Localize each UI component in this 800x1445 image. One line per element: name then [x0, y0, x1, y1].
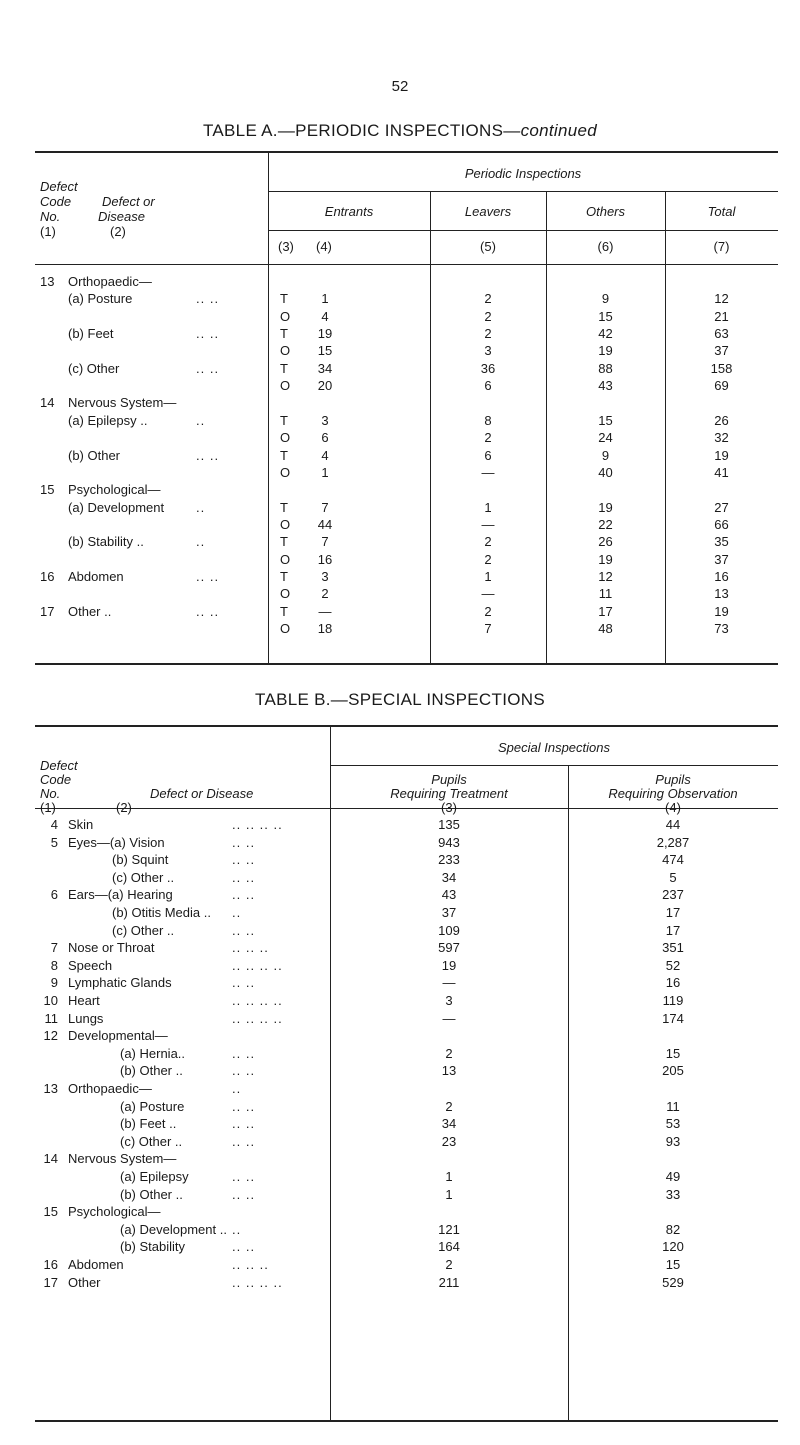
row-type: O: [280, 343, 291, 359]
row-treatment: 43: [441, 887, 457, 903]
row-label: Abdomen: [68, 568, 124, 584]
row-treatment: 121: [438, 1221, 460, 1237]
row-label: Psychological—: [68, 1204, 161, 1220]
row-dots: .. ..: [196, 447, 220, 463]
row-observation: 49: [665, 1169, 681, 1184]
row-total: 73: [714, 621, 729, 636]
row-others: 42: [598, 326, 613, 342]
row-entrants: 4: [321, 308, 329, 324]
table-a-title-main: TABLE A.—PERIODIC INSPECTIONS—: [202, 121, 521, 140]
row-total: 16: [714, 568, 729, 584]
row-type: O: [280, 430, 291, 446]
row-total: 27: [714, 499, 729, 515]
row-treatment: 233: [438, 852, 460, 868]
row-dots: .. ..: [232, 1045, 256, 1061]
row-dots: .. .. .. ..: [232, 957, 283, 973]
row-label: Orthopaedic—: [68, 274, 152, 289]
row-label: (c) Other: [68, 360, 120, 376]
row-observation: 2,287: [656, 834, 690, 850]
row-entrants: 16: [317, 551, 333, 567]
table-a-head-n5: (5): [480, 239, 496, 254]
row-dots: .. ..: [232, 1186, 256, 1202]
table-a-head-n7: (7): [713, 239, 730, 254]
row-treatment: 2: [445, 1257, 453, 1272]
row-treatment: 109: [438, 922, 460, 938]
row-code: 16: [43, 1257, 58, 1272]
row-code: 9: [50, 975, 58, 991]
row-label: (a) Epilepsy: [120, 1169, 189, 1184]
row-treatment: 23: [441, 1133, 457, 1149]
row-code: 8: [50, 957, 58, 973]
row-type: T: [280, 603, 288, 619]
row-code: 15: [43, 1204, 58, 1220]
table-b-head-group: Special Inspections: [497, 740, 610, 755]
table-a-head-no: No.: [40, 209, 61, 224]
row-treatment: 2: [445, 1098, 453, 1114]
row-total: 69: [714, 378, 729, 394]
row-entrants: 34: [317, 360, 333, 376]
row-label: Nose or Throat: [68, 940, 155, 956]
row-total: 66: [714, 516, 729, 532]
table-a-head-code: Code: [40, 194, 72, 209]
table-a-head-defect: Defect: [40, 179, 78, 194]
row-dots: .. ..: [232, 1116, 256, 1132]
row-code: 4: [50, 817, 58, 832]
row-entrants: 20: [317, 378, 333, 394]
row-leavers: 3: [484, 343, 492, 359]
row-leavers: 1: [484, 568, 492, 584]
row-label: Psychological—: [68, 482, 161, 498]
row-label: (b) Otitis Media ..: [112, 905, 211, 920]
table-b-head-defect-or-disease: Defect or Disease: [150, 786, 254, 801]
row-code: 17: [40, 603, 55, 619]
row-leavers: 2: [484, 534, 492, 550]
row-dots: .. ..: [196, 360, 220, 376]
row-entrants: 2: [321, 586, 329, 602]
row-entrants: 19: [317, 326, 333, 342]
row-label: (a) Posture: [68, 291, 133, 307]
row-entrants: 4: [321, 447, 329, 463]
table-a-head-group: Periodic Inspections: [464, 166, 582, 181]
row-label: (a) Development: [68, 499, 165, 515]
row-others: 19: [598, 499, 613, 515]
table-a-head-n6: (6): [597, 239, 614, 254]
row-label: (c) Other ..: [120, 1133, 183, 1149]
row-observation: 11: [666, 1098, 680, 1114]
row-leavers: 2: [484, 326, 492, 342]
row-code: 13: [43, 1081, 58, 1096]
row-entrants: 15: [317, 343, 333, 359]
row-dots: ..: [232, 1081, 242, 1096]
table-a-head-disease: Disease: [98, 209, 145, 224]
row-observation: 44: [665, 817, 681, 832]
row-leavers: 6: [484, 447, 492, 463]
row-dots: .. ..: [232, 1169, 256, 1184]
row-leavers: 7: [484, 621, 492, 636]
row-type: T: [280, 412, 288, 428]
row-others: 11: [598, 586, 613, 602]
row-others: 43: [598, 378, 613, 394]
row-leavers: 2: [484, 603, 492, 619]
row-total: 41: [714, 464, 729, 480]
row-dots: .. ..: [196, 568, 220, 584]
row-label: (b) Stability: [120, 1239, 186, 1255]
row-label: (b) Other ..: [120, 1063, 183, 1079]
row-treatment: 135: [438, 817, 460, 832]
row-entrants: —: [318, 603, 332, 619]
row-dots: .. .. ..: [232, 940, 269, 956]
table-b-group-rule: [330, 765, 778, 766]
row-dots: .. ..: [232, 1063, 256, 1079]
row-label: (a) Development ..: [120, 1221, 227, 1237]
row-others: 19: [598, 551, 613, 567]
table-b-head-pupils-b: Pupils: [655, 772, 691, 787]
row-observation: 529: [662, 1274, 684, 1290]
row-label: Abdomen: [68, 1257, 124, 1272]
row-observation: 53: [665, 1116, 681, 1132]
row-type: T: [280, 326, 288, 342]
row-entrants: 18: [317, 621, 333, 636]
row-dots: ..: [196, 499, 206, 515]
row-observation: 120: [662, 1239, 684, 1255]
row-dots: .. ..: [196, 603, 220, 619]
row-label: (a) Hernia..: [120, 1045, 186, 1061]
row-code: 12: [43, 1028, 58, 1044]
table-a-head-rule: [35, 264, 778, 265]
row-leavers: 8: [484, 412, 492, 428]
row-leavers: 6: [484, 378, 492, 394]
row-others: 48: [598, 621, 613, 636]
row-type: O: [280, 586, 291, 602]
table-b-bottom-rule: [35, 1420, 778, 1422]
row-others: 12: [598, 568, 613, 584]
row-label: (b) Other: [68, 447, 121, 463]
row-treatment: 19: [441, 957, 457, 973]
table-b-head-n1: (1): [40, 800, 56, 815]
row-others: 15: [598, 412, 613, 428]
row-dots: .. ..: [232, 852, 256, 868]
row-total: 21: [714, 308, 729, 324]
row-observation: 351: [662, 940, 684, 956]
row-treatment: 37: [441, 905, 457, 920]
row-type: O: [280, 551, 291, 567]
row-others: 40: [598, 464, 613, 480]
table-a-top-rule: [35, 151, 778, 153]
table-a-bottom-rule: [35, 663, 778, 665]
row-type: T: [280, 291, 288, 307]
row-entrants: 3: [321, 412, 329, 428]
table-a-head-n1: (1): [40, 224, 56, 239]
table-b-head-code: Code: [40, 772, 72, 787]
row-leavers: 2: [484, 291, 492, 307]
row-total: 19: [714, 603, 729, 619]
row-code: 5: [50, 834, 58, 850]
row-observation: 93: [665, 1133, 681, 1149]
row-label: Nervous System—: [68, 395, 177, 411]
row-entrants: 3: [321, 568, 329, 584]
row-treatment: 164: [438, 1239, 460, 1255]
row-leavers: —: [481, 586, 495, 602]
row-leavers: 2: [484, 430, 492, 446]
row-code: 11: [44, 1010, 58, 1026]
row-entrants: 44: [317, 516, 333, 532]
row-type: T: [280, 534, 288, 550]
table-a-head-defect-or: Defect or: [102, 194, 155, 209]
table-a-title: [0, 121, 800, 141]
row-code: 7: [50, 940, 58, 956]
row-observation: 17: [665, 905, 681, 920]
row-label: Lungs: [68, 1010, 104, 1026]
row-label: (b) Squint: [112, 852, 169, 868]
row-total: 35: [714, 534, 729, 550]
row-label: Other ..: [68, 603, 112, 619]
row-total: 32: [714, 430, 729, 446]
row-dots: .. .. .. ..: [232, 1274, 283, 1290]
row-others: 19: [598, 343, 613, 359]
row-entrants: 1: [321, 291, 329, 307]
row-observation: 52: [665, 957, 681, 973]
row-total: 37: [714, 343, 729, 359]
row-label: (b) Feet: [68, 326, 114, 342]
row-entrants: 7: [321, 499, 329, 515]
row-dots: .. ..: [232, 1239, 256, 1255]
row-observation: 237: [662, 887, 684, 903]
table-a-head-others: Others: [585, 204, 625, 219]
row-label: Heart: [68, 993, 100, 1008]
row-total: 12: [714, 291, 729, 307]
table-b-head-n2: (2): [116, 800, 132, 815]
row-dots: .. ..: [196, 291, 220, 307]
row-leavers: 36: [480, 360, 496, 376]
table-b-title: TABLE B.—SPECIAL INSPECTIONS: [255, 690, 545, 709]
row-treatment: 34: [441, 1116, 457, 1132]
row-dots: .. ..: [232, 1133, 256, 1149]
row-observation: 16: [665, 975, 681, 991]
table-b-head-defect: Defect: [40, 758, 78, 773]
row-observation: 205: [662, 1063, 684, 1079]
row-label: Orthopaedic—: [68, 1081, 152, 1096]
row-entrants: 7: [321, 534, 329, 550]
row-label: (c) Other ..: [112, 869, 175, 885]
row-label: Nervous System—: [68, 1151, 177, 1167]
table-b-head-n3: (3): [441, 800, 457, 815]
row-others: 24: [598, 430, 613, 446]
row-entrants: 6: [321, 430, 329, 446]
page-number: 52: [391, 78, 409, 95]
row-label: (b) Other ..: [120, 1186, 183, 1202]
row-label: Lymphatic Glands: [68, 975, 172, 991]
row-type: O: [280, 308, 291, 324]
row-dots: .. .. ..: [232, 1257, 269, 1272]
table-a-head-total: Total: [707, 204, 736, 219]
table-b-head-no: No.: [40, 786, 61, 801]
table-b-head-req-treat: Requiring Treatment: [390, 786, 508, 801]
row-others: 9: [601, 447, 610, 463]
row-label: (a) Posture: [120, 1098, 185, 1114]
row-others: 9: [601, 291, 610, 307]
row-dots: .. .. .. ..: [232, 993, 283, 1008]
row-dots: .. ..: [232, 922, 256, 938]
row-type: T: [280, 568, 288, 584]
row-dots: .. ..: [232, 869, 256, 885]
row-leavers: 2: [484, 308, 492, 324]
table-a-head-n2: (2): [110, 224, 126, 239]
row-label: Developmental—: [68, 1028, 168, 1044]
table-a-subhead-rule: [268, 230, 778, 231]
row-leavers: 1: [484, 499, 492, 515]
row-code: 14: [40, 395, 55, 411]
table-a-head-n4: (4): [316, 239, 332, 254]
row-dots: .. ..: [196, 326, 220, 342]
row-dots: ..: [232, 905, 242, 920]
table-a-group-rule: [268, 191, 778, 192]
row-observation: 17: [665, 922, 681, 938]
row-dots: .. ..: [232, 887, 256, 903]
row-leavers: 2: [484, 551, 492, 567]
table-b-top-rule: [35, 725, 778, 727]
row-entrants: 1: [321, 464, 329, 480]
row-dots: .. ..: [232, 975, 256, 991]
row-treatment: —: [442, 975, 456, 991]
row-code: 15: [40, 482, 55, 498]
row-code: 14: [43, 1151, 58, 1167]
row-others: 15: [598, 308, 613, 324]
row-label: Other: [68, 1274, 101, 1290]
row-total: 158: [710, 360, 733, 376]
row-label: (c) Other ..: [112, 922, 175, 938]
table-a-vrule-1: [268, 151, 269, 663]
table-a-head-n3: (3): [278, 239, 294, 254]
row-total: 13: [714, 586, 729, 602]
row-dots: .. .. .. ..: [232, 1010, 283, 1026]
row-observation: 174: [662, 1010, 684, 1026]
row-observation: 5: [669, 869, 677, 885]
row-treatment: 1: [445, 1169, 453, 1184]
row-type: O: [280, 516, 291, 532]
row-leavers: —: [481, 464, 495, 480]
row-code: 6: [50, 887, 58, 903]
row-label: (a) Epilepsy ..: [68, 412, 148, 428]
row-code: 13: [40, 274, 55, 289]
row-others: 88: [598, 360, 613, 376]
row-dots: ..: [196, 412, 206, 428]
row-observation: 82: [665, 1221, 681, 1237]
row-treatment: 2: [445, 1045, 453, 1061]
row-dots: .. .. .. ..: [232, 817, 283, 832]
row-total: 19: [714, 447, 729, 463]
row-code: 16: [40, 568, 55, 584]
table-a-head-leavers: Leavers: [464, 204, 512, 219]
row-label: (b) Stability ..: [68, 534, 144, 550]
row-treatment: 211: [438, 1274, 460, 1290]
row-treatment: 597: [438, 940, 460, 956]
row-observation: 15: [665, 1045, 681, 1061]
row-observation: 474: [662, 852, 684, 868]
row-label: Speech: [68, 957, 113, 973]
row-code: 17: [43, 1274, 58, 1290]
row-type: O: [280, 464, 291, 480]
row-label: Skin: [68, 817, 94, 832]
row-dots: .. ..: [232, 834, 256, 850]
row-label: (b) Feet ..: [120, 1116, 177, 1132]
row-label: Ears—(a) Hearing: [68, 887, 173, 903]
row-type: T: [280, 499, 288, 515]
table-a-title-cont: continued: [520, 121, 598, 140]
table-b-head-pupils-a: Pupils: [431, 772, 467, 787]
row-leavers: —: [481, 516, 495, 532]
row-total: 26: [714, 412, 729, 428]
row-type: O: [280, 621, 291, 636]
row-type: T: [280, 447, 288, 463]
row-total: 63: [714, 326, 729, 342]
row-treatment: 13: [441, 1063, 457, 1079]
row-treatment: 3: [445, 993, 453, 1008]
table-b-head-n4: (4): [665, 800, 681, 815]
row-type: T: [280, 360, 288, 376]
row-treatment: 943: [438, 834, 460, 850]
table-a-head-entrants: Entrants: [324, 204, 374, 219]
row-treatment: —: [442, 1010, 456, 1026]
row-treatment: 34: [441, 869, 457, 885]
row-others: 17: [598, 603, 613, 619]
row-dots: ..: [196, 534, 206, 550]
row-observation: 15: [665, 1257, 681, 1272]
row-total: 37: [714, 551, 729, 567]
row-type: O: [280, 378, 291, 394]
row-others: 26: [598, 534, 613, 550]
row-others: 22: [598, 516, 613, 532]
row-dots: ..: [232, 1221, 242, 1237]
row-code: 10: [43, 993, 58, 1008]
row-observation: 33: [665, 1186, 681, 1202]
row-treatment: 1: [445, 1186, 453, 1202]
table-b-head-req-obs: Requiring Observation: [608, 786, 738, 801]
row-dots: .. ..: [232, 1098, 256, 1114]
row-observation: 119: [662, 993, 684, 1008]
row-label: Eyes—(a) Vision: [68, 834, 165, 850]
